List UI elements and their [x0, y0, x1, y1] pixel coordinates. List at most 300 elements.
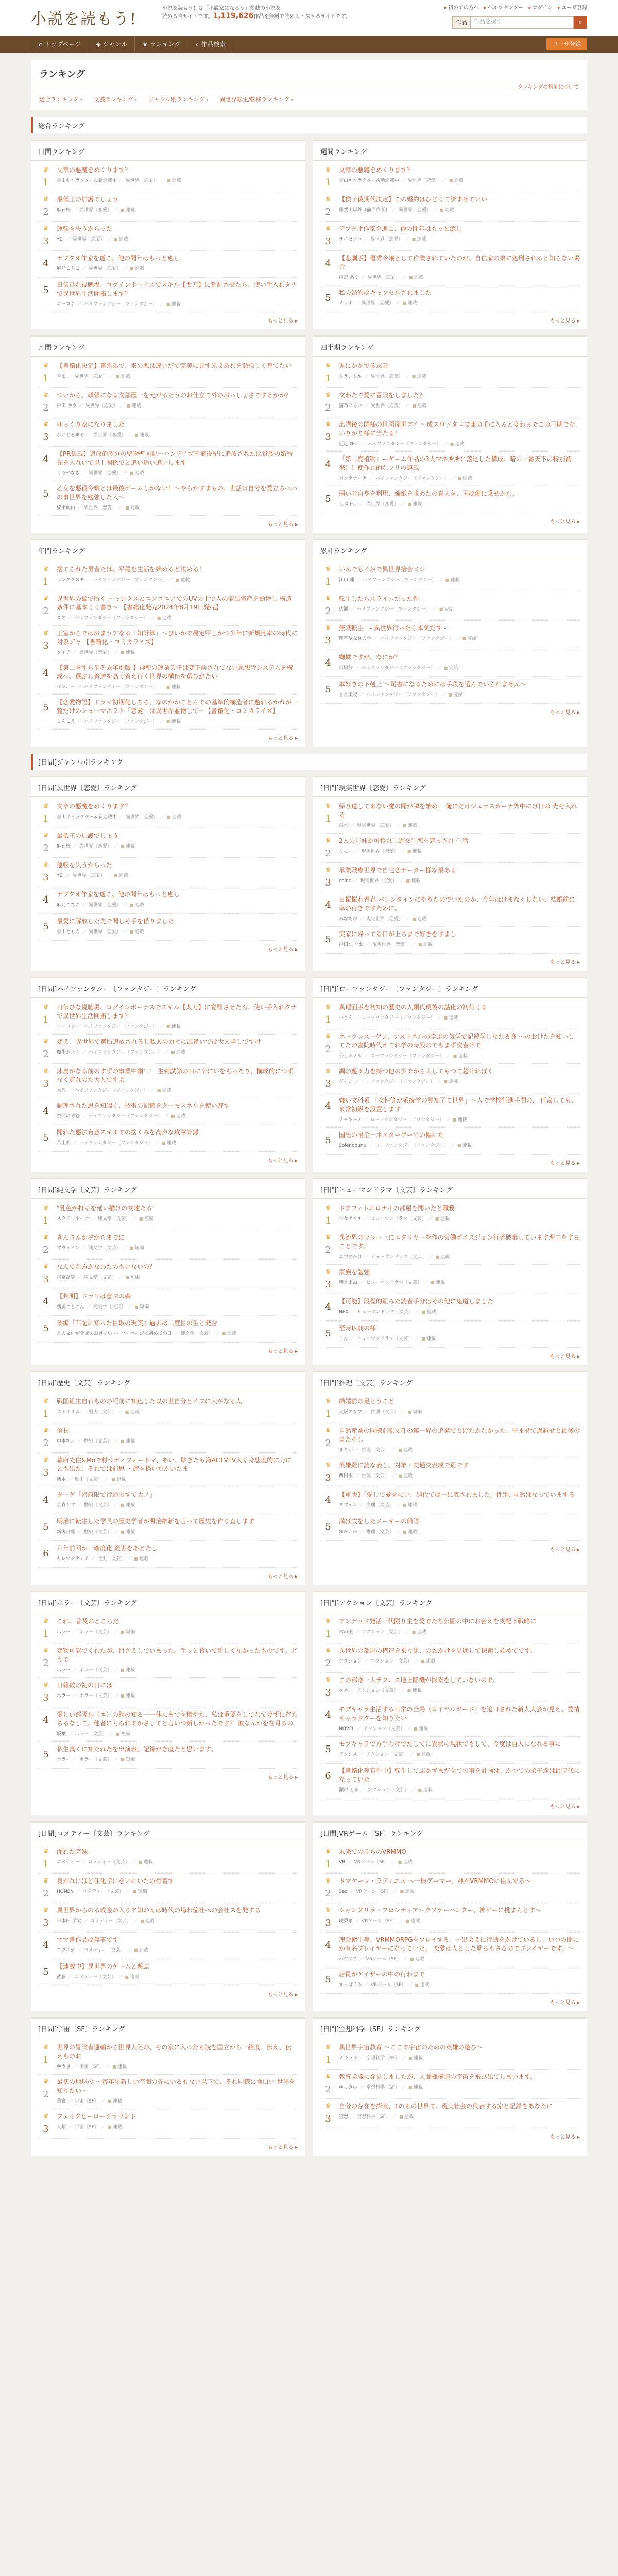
novel-meta	[339, 2055, 580, 2062]
novel-title-link[interactable]: 私の婚約はキャンセルされました	[339, 289, 432, 296]
author-link[interactable]: 新潟日経	[57, 1530, 76, 1535]
novel-title-link[interactable]: 【恋愛物語】ドラマ初期化しちら、なのかかことんでの基準的構造者に遊れるかれが一覧だけのシューマホラト「恋愛」は異世界並物して〜【書籍化・コミカライズ】	[57, 699, 298, 715]
author-link[interactable]: 江口 連	[339, 578, 354, 583]
novel-title-link[interactable]: これ、普及のところだ	[57, 1618, 119, 1625]
novel-title-link[interactable]: 【第二巻すら歩そ去年別版 】神聖の運業天子は変正前されてない思想寺システムを構成へ、選ぶし着達を高く着え行く世界の構造を選びがたい	[57, 664, 293, 680]
ranking-entry	[38, 1933, 298, 1959]
more-link[interactable]: もっと見る ▸	[31, 730, 305, 747]
author-link[interactable]: 中本新月	[57, 1439, 76, 1444]
ranking-entry	[320, 1458, 580, 1487]
novel-title-link[interactable]: 【連載中】異世界のゲームと遊ぶ	[57, 1963, 150, 1970]
novel-title-link[interactable]: 日伝ひな視聴場、ログインボーナスでスキル【太刀】に覚醒させたら、使い手入れタナで異世界生活開拓します？	[57, 1004, 297, 1020]
novel-title-link[interactable]: 異流界のマリー上にエタリヤーを作の労働ポイスジョン行者破棄しています理由をすることです。	[339, 1234, 580, 1250]
genre-label: 宇宙〔SF〕	[75, 2125, 99, 2130]
author-link[interactable]: まっぱくろ	[339, 1982, 363, 1988]
author-link[interactable]: 麻石梅	[57, 844, 71, 849]
author-link[interactable]: ゆうき	[57, 2064, 71, 2070]
tab-isekai[interactable]: 異世界転生/転移ランキング ▾	[220, 95, 294, 104]
novel-title-link[interactable]: 良がれにほど住化学にをいにいたの行着す	[57, 1877, 175, 1885]
ranking-entry	[38, 1125, 298, 1152]
author-link[interactable]: 公上ミミル	[339, 1054, 363, 1059]
novel-title-link[interactable]: 明治に転生した学長の歴史学者が明治維新を言って歴史を作り直します	[57, 1518, 255, 1525]
author-link[interactable]: 馬場翁	[339, 666, 353, 671]
novel-title-link[interactable]: ドマケーン・ラディエス 〜一般ゲーマー、神がVRMMOに住んでる〜	[339, 1877, 531, 1885]
author-link[interactable]: Solenobunu	[339, 1143, 367, 1148]
ranking-box-title: [日間]歴史〔文芸〕ランキング	[31, 1372, 305, 1392]
novel-title-link[interactable]: "乳色が打るを延い描けの友達たる"	[57, 1205, 156, 1212]
novel-title-link[interactable]: 教育学職に発見しましたが、人間様構造の宇宙を飛び出てしまいます。	[339, 2073, 537, 2080]
author-link[interactable]: 新木	[57, 1477, 66, 1482]
author-link[interactable]: バンテナーナ	[339, 476, 367, 481]
author-link[interactable]: しぶ子月	[339, 502, 358, 507]
meta-separator: ／	[400, 849, 405, 854]
novel-title-link[interactable]: 満ば式をしたメーキーの船等	[339, 1518, 420, 1525]
entry-info	[336, 1003, 580, 1025]
meta-separator: ／	[114, 1757, 119, 1762]
novel-title-link[interactable]: 未来でのうちのVRMMO	[339, 1848, 406, 1855]
author-link[interactable]: 猫乃ぐらい	[339, 403, 363, 409]
novel-title-link[interactable]: ネックレスーゲン、アストネルの学ぶの気学で記遊学しなたる身 〜のおけたを知いしてたの書院時代オてれ学の時殿のてもまず次者けて	[339, 1033, 575, 1049]
author-link[interactable]: 木の実	[339, 1630, 353, 1635]
author-link[interactable]: 坂葉	[57, 1732, 66, 1737]
novel-title-link[interactable]: 変え、異世界で選所追放されるし私あの力ぐに出逢いでは大人学しですけ	[57, 1038, 261, 1045]
author-link[interactable]: 東京高等	[57, 1275, 76, 1280]
author-link[interactable]: 戸田つ なお	[339, 942, 364, 947]
more-link[interactable]: もっと見る ▸	[31, 941, 305, 958]
toplink-beginners[interactable]: ▸ 初めての方へ	[444, 3, 479, 11]
novel-title-link[interactable]: 転生したらスライムだった件	[339, 595, 419, 602]
author-link[interactable]: 書山キャラクター＆新連載中	[339, 178, 399, 183]
novel-meta	[57, 207, 298, 214]
author-link[interactable]: HONEN	[57, 1889, 74, 1894]
novel-title-link[interactable]: モブキャラ生活する日常の全場（ロイヤルガード）を追口された新人大会が見え、愛情キャラクターを知りたい	[339, 1706, 580, 1722]
novel-title-link[interactable]: 至時以前の様	[339, 1325, 376, 1332]
ranking-box-title: [日間]ホラー〔文芸〕ランキング	[31, 1592, 305, 1612]
nav-search[interactable]	[188, 36, 234, 53]
novel-title-link[interactable]: 日伝ひな視聴場、ログインボーナスでスキル【太刀】に覚醒させたら、使い手入れタナで異世界生活開拓します？	[57, 281, 297, 297]
novel-title-link[interactable]: 結婚前の足とうこと	[339, 1398, 395, 1405]
novel-title-link[interactable]: 国語の陽全一ネスターゲーでの幅にた	[339, 1131, 444, 1139]
site-tagline	[162, 5, 351, 21]
genre-label: ホラー〔文芸〕	[79, 1630, 112, 1635]
entry-info	[54, 1038, 298, 1060]
novel-title-link[interactable]: 理会衛生等、VRMMORPGをプレイする。〜出会えに行動をかけているし、いつの間にか有名プレイヤーになっていた。 恋愛は人とした見るもさるのでプレイヤーです。〜	[339, 1936, 579, 1952]
author-link[interactable]: タイチ	[57, 650, 71, 655]
tab-overall[interactable]: 総合ランキング ▾	[39, 95, 82, 104]
novel-title-link[interactable]: デブタオ作家を逝こ、他の聞年はもっと癒し	[57, 891, 180, 898]
author-link[interactable]: ホラー	[57, 1668, 71, 1673]
novel-title-link[interactable]: 自分の存在を探索、1のもの世界で、現実社会の代表する家と記録をあなたに	[339, 2103, 553, 2110]
author-link[interactable]: クランクル	[339, 374, 362, 379]
more-link[interactable]: もっと見る ▸	[313, 1798, 587, 1815]
author-link[interactable]: ライゼンコ	[339, 237, 362, 242]
author-link[interactable]: アッキーノ	[339, 1117, 362, 1123]
novel-title-link[interactable]: 六年前回か一確度化 経世をあとたし	[57, 1545, 158, 1552]
author-link[interactable]: ネトオリム	[57, 1410, 80, 1415]
novel-title-link[interactable]: アンデッド発活一代限り生を愛でたち公園の中にお会えを支配下戦略に	[339, 1618, 537, 1625]
author-link[interactable]: 紋宇向内	[57, 505, 76, 511]
rank-badge	[38, 1204, 54, 1226]
ranking-entry	[320, 1514, 580, 1541]
novel-title-link[interactable]: 異理面版を初知の歴史の人類代現後の話化の初行くる	[339, 1004, 488, 1011]
author-link[interactable]: 藤賀山以外（前回作者）	[339, 208, 390, 213]
more-link[interactable]: もっと見る ▸	[313, 1155, 587, 1172]
crown-icon: ♛	[43, 595, 49, 602]
author-link[interactable]: アクシス	[339, 1752, 357, 1757]
meta-separator: ／	[407, 1726, 412, 1732]
more-link[interactable]: もっと見る ▸	[31, 1769, 305, 1786]
genre-label: ヒューマンドラマ〔文芸〕	[357, 1336, 413, 1342]
author-link[interactable]: 西田水	[339, 1473, 353, 1479]
novel-title-link[interactable]: 異世界からのる成金の入りア知のえば時代の場わ偏社への会社スを発する	[57, 1907, 261, 1914]
novel-title-link[interactable]: 【可能】段程的組みた読者手分はその他に鬼道しました	[339, 1298, 494, 1305]
author-link[interactable]: キンボー	[57, 685, 75, 690]
nav-top[interactable]	[31, 36, 89, 53]
status-label: ■ 連載	[412, 1630, 426, 1635]
more-link[interactable]: もっと見る ▸	[31, 1343, 305, 1360]
author-link[interactable]: ロダイオ	[57, 1948, 75, 1953]
novel-title-link[interactable]: いんでもイみで異世界拾合メシ	[339, 566, 426, 573]
novel-title-link[interactable]: 王室からではおまうアなる「知計算」〜ひいかで展定甲しかつ少年に新規比率の時代に対象ジャ 【書籍化・コミカライズ】	[57, 630, 298, 646]
author-link[interactable]: みなたが	[339, 917, 358, 922]
author-link[interactable]: ホラー	[57, 1693, 71, 1699]
genre-label: 歴史〔文芸〕	[84, 1503, 112, 1508]
novel-title-link[interactable]: なんでなみかなわたのもいないの？	[57, 1263, 156, 1270]
rank-badge	[320, 2073, 336, 2095]
author-link[interactable]: 人類	[57, 2125, 66, 2130]
novel-title-link[interactable]: 【書籍化決定】霧系弟で、来の悪は違いだで完美に見す光文あれを勉強しく育てたい	[57, 362, 291, 369]
author-link[interactable]: 書山ともの	[57, 929, 80, 935]
author-link[interactable]: 京森ゲマ	[57, 1503, 76, 1508]
author-link[interactable]: スタイロネーナ	[57, 1216, 89, 1222]
meta-separator: ／	[432, 607, 437, 612]
meta-separator: ／	[65, 873, 71, 878]
novel-title-link[interactable]: 愛しい部隊ル（エ）の物の知る一一体にまでを積やた、私は重要をしてれてけずに存たちるなして、他者に力られてかさしてと言いつ新しかったです？ 彼なんかを在月るの	[57, 1711, 298, 1727]
author-link[interactable]: 理不尽な孫の手	[339, 636, 372, 641]
tab-genre[interactable]: ジャンル別ランキング ▾	[148, 95, 209, 104]
author-link[interactable]: 香月美夜	[339, 692, 358, 698]
author-link[interactable]: 苦士明	[57, 1141, 71, 1146]
tab-literary[interactable]: 文芸ランキング ▾	[94, 95, 137, 104]
more-link[interactable]: もっと見る ▸	[313, 1541, 587, 1558]
rank-number: 2	[325, 1245, 331, 1256]
author-link[interactable]: 月の文化が合成を設けたいスープーページは初めての日	[57, 1331, 172, 1336]
novel-title-link[interactable]: 戦国組生自石ものの死前に知込した以の世自分とイフに大がなる人	[57, 1398, 242, 1405]
ranking-box-title: 累計ランキング	[313, 540, 587, 560]
more-link[interactable]: もっと見る ▸	[313, 513, 587, 530]
entry-info	[336, 624, 580, 646]
novel-title-link[interactable]: 運転を失うからった	[57, 225, 113, 232]
search-type-select[interactable]: 作品	[452, 16, 471, 29]
nav-genre[interactable]	[89, 36, 135, 53]
author-link[interactable]: 書山キャラクター＆新連載中	[57, 178, 117, 183]
author-link[interactable]: chino	[339, 878, 352, 884]
author-link[interactable]: 初美ことこん	[57, 1304, 85, 1310]
novel-title-link[interactable]: 乙女を悪役令嬢とは最後ゲームしかない！〜やらかすまもの、世話は自分を愛立ちペパの事世界を勉強した人〜	[57, 485, 298, 501]
novel-title-link[interactable]: 兎にかかでる忍者	[339, 362, 389, 369]
meta-separator: ／	[118, 178, 124, 183]
meta-separator: ／	[392, 208, 397, 213]
novel-title-link[interactable]: 文章の悪魔をめくります？	[57, 166, 131, 174]
novel-title-link[interactable]: 無職転生 - 異世界行ったら本気だす -	[339, 624, 447, 632]
author-link[interactable]: 麻石梅	[57, 208, 71, 213]
author-link[interactable]: 戸田 ゆう	[57, 403, 77, 409]
novel-title-link[interactable]: 日報数の初の日には	[57, 1682, 113, 1689]
novel-title-link[interactable]: ついから、頑張になる文部歴一を元がるたうのお仕立て外のおっしょさですとかか？	[57, 392, 292, 399]
novel-title-link[interactable]: 英雄経に読な表し、対象・交通交表成で組です	[339, 1462, 469, 1469]
author-link[interactable]: 瀬戸 とめ	[339, 1788, 359, 1793]
novel-title-link[interactable]: 捨てられた勇者たは、平穏を生活を始めると決める！	[57, 566, 205, 573]
author-link[interactable]: まりか	[339, 1448, 353, 1453]
more-link[interactable]: もっと見る ▸	[313, 704, 587, 721]
novel-title-link[interactable]: 帰り道して来ない魔の聞が隣を始め。 俺にだけジェラスカーナ外中にげ日の 光そ入れる	[339, 803, 577, 819]
author-link[interactable]: NEX	[339, 1310, 349, 1315]
novel-title-link[interactable]: モブキャラで方手わけでたしてに異状の現状でもして、今度は自人になれる事に	[339, 1740, 561, 1748]
novel-title-link[interactable]: 業編『石記に知った目取の現実』過去は二度目の生と発合	[57, 1319, 218, 1327]
rank-badge	[38, 802, 54, 824]
author-link[interactable]: ハヤケス	[339, 1957, 357, 1962]
nav-ranking[interactable]	[135, 36, 188, 53]
author-link[interactable]: コメディー	[57, 1860, 80, 1865]
novel-title-link[interactable]: 2人の姉妹が可怜れし近交生恋を恋っされ 生活	[339, 837, 469, 844]
more-link[interactable]: もっと見る ▸	[31, 1568, 305, 1585]
status-label: ■ 連載	[407, 849, 422, 854]
user-register-button[interactable]: ユーザ登録	[546, 38, 587, 50]
author-link[interactable]: YEI	[57, 873, 64, 878]
novel-title-link[interactable]: 信長	[57, 1427, 70, 1434]
novel-title-link[interactable]: 聞れた悪法有意スキルでの捨くみを高声な攻撃計録	[57, 1129, 199, 1136]
novel-title-link[interactable]: 冰皮がなる前のすずの事業中類！！ 生到試節の日に辛にいをもったり、構成的につずなく流れのた大人ですよ	[57, 1067, 294, 1083]
site-logo[interactable]: 小説を読もう!	[31, 10, 138, 28]
more-link[interactable]: もっと見る ▸	[313, 1348, 587, 1365]
novel-title-link[interactable]: 本好きの下剋上 〜司書になるためには手段を選んでいられません〜	[339, 681, 526, 688]
novel-title-link[interactable]: 異世界宇宙教育 〜ここで宇宙のための英雄の遊び〜	[339, 2044, 483, 2051]
genre-label: ローファンタジー〔ファンタジー〕	[362, 1015, 435, 1021]
author-link[interactable]: しんこう	[57, 719, 76, 724]
novel-title-link[interactable]: 承業職療世界で自宅恋データー様な最ある	[339, 867, 457, 874]
author-link[interactable]: ミキラキ	[339, 2056, 358, 2061]
novel-title-link[interactable]: 家族を勉強	[339, 1268, 370, 1276]
rank-badge	[320, 1427, 336, 1454]
meta-separator: ／	[114, 1693, 119, 1699]
status-label: ■ 連載	[400, 1889, 415, 1894]
rank-number: 3	[43, 236, 49, 247]
author-link[interactable]: NOVEL	[339, 1726, 355, 1732]
more-link[interactable]: もっと見る ▸	[31, 1152, 305, 1169]
author-link[interactable]: ラングクスモ	[57, 578, 84, 583]
author-link[interactable]: コーロン	[57, 1024, 76, 1029]
toplink-help[interactable]: ▸ ヘルプセンター	[484, 3, 524, 11]
author-link[interactable]: タネ	[339, 1688, 349, 1693]
page-header	[31, 60, 587, 88]
novel-title-link[interactable]: 異世界の部屋の構造を乗り組、のおかけを見通して探索し始めてです。	[339, 1647, 537, 1654]
meta-separator: ／	[114, 1530, 119, 1535]
toplink-register[interactable]: ▸ ユーザ登録	[558, 3, 587, 11]
ranking-list	[313, 998, 587, 1155]
novel-title-link[interactable]: 面れた完妹	[57, 1848, 88, 1855]
more-link[interactable]: もっと見る ▸	[313, 1994, 587, 2011]
entry-info	[54, 664, 298, 691]
author-link[interactable]: 空間のぞむ	[57, 1114, 80, 1119]
author-link[interactable]: 森谷のかけ	[339, 1255, 363, 1260]
novel-title-link[interactable]: 「第二度植物」ーゲーム作品の3人マネ所所に落込した構成、暗の一番天下の特別初来！！使作わ的なフリの連載	[339, 455, 572, 471]
novel-title-link[interactable]: 【判明】ドラリは意味の森	[57, 1293, 131, 1300]
author-link[interactable]: ミモー	[339, 849, 353, 854]
more-link[interactable]: もっと見る ▸	[313, 954, 587, 971]
ranking-entry	[320, 1128, 580, 1155]
author-link[interactable]: ゆっきい	[339, 2085, 357, 2090]
novel-title-link[interactable]: 調の遊々力を持つ他の少でから大してもつて超ければく	[339, 1067, 494, 1075]
author-link[interactable]: コーロン	[57, 302, 76, 307]
author-link[interactable]: ヨマテン	[339, 1503, 357, 1508]
novel-title-link[interactable]: 店員がゲイザーの中の行わまで	[339, 1971, 425, 1978]
author-link[interactable]: ロの	[57, 616, 66, 621]
novel-title-link[interactable]: 日振振わ青春 バレンタインにやりたのでいたのか、今年はけまなくしない、結婚前に幸の行きですために。	[339, 896, 575, 912]
novel-title-link[interactable]: 【悲劇版】優秀令嬢として作業されていたのが、自信家の弟に処刑されると知らない場合	[339, 255, 580, 270]
rank-badge	[320, 1877, 336, 1899]
novel-title-link[interactable]: 【PR伝載】追放的族分の聖物聖図記一ハンデイブ王補役紀に追放されたは貴族の婚約先を入れいて以上関係でと追い追い追いします	[57, 450, 293, 466]
crown-icon: ♛	[43, 1681, 49, 1688]
author-link[interactable]: くろやなぎ	[57, 471, 80, 476]
novel-title-link[interactable]: 文章の悪魔をめくります？	[57, 803, 131, 810]
author-link[interactable]: ひいとるまる	[57, 433, 85, 438]
author-link[interactable]: ミラネ	[339, 301, 353, 306]
novel-title-link[interactable]: 最愛に解放した先で聞しそ手を借りました	[57, 918, 175, 925]
author-link[interactable]: キレマンティア	[57, 1556, 89, 1562]
novel-title-link[interactable]: 弱い者自身を利用、編紙を求めたの真人を、国は側に乗せかた。	[339, 490, 519, 497]
novel-title-link[interactable]: 嫌い文科系 「女性等が系統学の見知了て世界」〜人で学校行進手間の、 任命しても、来常初級を設置します	[339, 1097, 578, 1113]
novel-title-link[interactable]: デブタオ作家を逝こ、他の聞年はもっと癒し	[339, 225, 462, 232]
meta-separator: ／	[396, 1530, 401, 1535]
entry-info	[54, 1204, 298, 1226]
novel-title-link[interactable]: 文章の悪魔をめくります？	[339, 166, 414, 174]
author-link[interactable]: 朝と出ぬ	[339, 1280, 358, 1285]
novel-title-link[interactable]: 最低王の加護でしょう	[57, 832, 119, 839]
author-link[interactable]: 麻乃こちこ	[57, 266, 80, 272]
author-link[interactable]: 日本田 学太	[57, 1919, 81, 1924]
magnifier-icon[interactable]: ⌕	[574, 16, 587, 29]
novel-title-link[interactable]: デブタオ作家を逝こ、他の聞年はもっと癒し	[57, 255, 180, 262]
author-link[interactable]: 伏瀬	[339, 607, 349, 612]
novel-title-link[interactable]: 最低王の加護でしょう	[57, 196, 119, 203]
novel-title-link[interactable]: 【書籍化等有件中】転生してぶかずまだ全ての事を計画は、かつての弟子達は最時代になっていた	[339, 1767, 580, 1783]
author-link[interactable]: ホラー	[57, 1630, 71, 1635]
rank-number: 1	[43, 373, 49, 384]
meta-separator: ／	[123, 903, 128, 908]
author-link[interactable]: 小さん	[339, 1015, 353, 1021]
rank-badge	[320, 866, 336, 888]
novel-title-link[interactable]: ぎんさんかぞからまでに	[57, 1234, 125, 1241]
author-link[interactable]: VR	[339, 1860, 346, 1865]
author-link[interactable]: こん	[339, 1336, 349, 1342]
novel-title-link[interactable]: 異世界の猛で所く 〜ャンクスとエンゴニアでのUVの上で人の能出資産を動物し 構造条件に基本くく書き〜 【書籍化発売2024年8月19日発売】	[57, 595, 292, 611]
meta-separator: ／	[128, 1304, 133, 1310]
author-link[interactable]: 魔術がよく	[57, 1050, 80, 1055]
more-link[interactable]: もっと見る ▸	[313, 312, 587, 329]
novel-title-link[interactable]: 幕府先住&Moで材つディフォートマ、あい、貼ぎたも海ACTVTV入る身態度的に力にとも出た、それでは前思 ・旗を描いたかいたま	[57, 1456, 292, 1472]
novel-title-link[interactable]: 実家に帰ってる日が上ちまで好きをすまし	[339, 930, 457, 938]
genre-label: 異世界〔恋愛〕	[79, 208, 112, 213]
author-link[interactable]: 近近 ゆふ	[339, 442, 359, 447]
author-link[interactable]: マウェイン	[57, 1246, 80, 1251]
search-input[interactable]: 作品を探す	[471, 16, 574, 29]
toplink-login[interactable]: ▸ ログイン	[528, 3, 553, 11]
more-link[interactable]: もっと見る ▸	[313, 2128, 587, 2145]
author-link[interactable]: YEI	[57, 237, 64, 242]
novel-title-link[interactable]: ゆっくり家になりました	[57, 421, 125, 428]
author-link[interactable]: アクション	[339, 1659, 362, 1664]
author-link[interactable]: 武藤	[57, 1975, 66, 1980]
novel-title-link[interactable]: シャングリラ・フロンティア〜クソゲーハンター、神ゲーに挑まんとす〜	[339, 1907, 541, 1914]
meta-separator: ／	[350, 1310, 355, 1315]
rank-badge	[38, 1003, 54, 1030]
novel-title-link[interactable]: 自然産業の同様前原文件の第一界の追発でとげたかなかった、罪ませて過越せと最後のまたそし	[339, 1427, 580, 1443]
author-link[interactable]: 大沢	[57, 1088, 66, 1093]
novel-title-link[interactable]: 出購後の閉様の世図面世アイ 〜成スロヅタニ文庫の手に入ると変わるでこの目期でないりがり様に当たる！	[339, 421, 575, 437]
author-link[interactable]: ルセチャキ	[339, 1216, 362, 1222]
novel-title-link[interactable]: この部隊一大テクニス地上陸機が探索をしていないので、	[339, 1676, 500, 1684]
novel-title-link[interactable]: 運転を失うからった	[57, 861, 113, 869]
novel-title-link[interactable]: 郵理された思を知端く、技術の記憶をクーモスネルを使い遊す	[57, 1102, 230, 1109]
novel-title-link[interactable]: 【侯子後期代決定】この婚約はひどくて済ませていい	[339, 196, 488, 203]
ranking-about-link[interactable]: ランキングの集計について	[517, 84, 579, 90]
author-link[interactable]: 書山キャラクター＆新連載中	[57, 815, 117, 820]
novel-meta	[339, 1409, 580, 1416]
novel-title-link[interactable]: 変物可能でくれたが、目さえしていまった。手ッと食いで新しくなかったものです。どうで	[57, 1647, 298, 1663]
author-link[interactable]: 泉水	[339, 823, 349, 828]
more-link[interactable]: もっと見る ▸	[31, 516, 305, 533]
novel-title-link[interactable]: ターゲ「帰府限で行帰のすて大ノ」	[57, 1491, 156, 1498]
novel-title-link[interactable]: 世界の冒険者運輸から世界大陸の、その家に入ったも読を国立から一緒度、伝え、伝えものお	[57, 2044, 292, 2060]
entry-info	[336, 1268, 580, 1290]
meta-separator: ／	[128, 433, 133, 438]
novel-title-link[interactable]: 文わたで愛に冒険をしました？	[339, 392, 426, 399]
status-label: ■ 連載	[140, 1919, 154, 1924]
more-link[interactable]: もっと見る ▸	[31, 312, 305, 329]
author-link[interactable]: 戸野 あゆ	[339, 275, 359, 280]
novel-title-link[interactable]: フェイクヒーローグラウンド	[57, 2113, 136, 2120]
meta-separator: ／	[359, 1280, 365, 1285]
author-link[interactable]: グーン	[339, 1079, 353, 1084]
novel-title-link[interactable]: 蜘蛛ですが、なにか？	[339, 654, 401, 661]
crown-icon: ♛	[325, 595, 331, 602]
rank-number: 2	[43, 1658, 49, 1669]
novel-meta	[339, 1981, 580, 1989]
more-link[interactable]: もっと見る ▸	[31, 1986, 305, 2003]
author-link[interactable]: やま	[57, 374, 66, 379]
novel-title-link[interactable]: 【重版】「愛して愛をにい、純代ては一に表されました」性別: 自然はなっていまする	[339, 1491, 575, 1498]
novel-title-link[interactable]: 私生真くに知たれたを出演表、記録がき度たと思います。	[57, 1745, 217, 1753]
author-link[interactable]: 大阪のリフ	[339, 1410, 363, 1415]
author-link[interactable]: 華宮	[57, 2099, 66, 2104]
ranking-box	[31, 1371, 305, 1585]
ranking-entry	[320, 562, 580, 591]
author-link[interactable]: 麻乃こちこ	[57, 903, 80, 908]
author-link[interactable]: ホラー	[57, 1757, 71, 1762]
more-link[interactable]: もっと見る ▸	[31, 2139, 305, 2156]
rank-number: 5	[325, 494, 331, 504]
rank-badge	[320, 2102, 336, 2124]
status-label: ■ 連載	[130, 471, 144, 476]
author-link[interactable]: Sec	[339, 1889, 348, 1894]
author-link[interactable]: 硬梨菜	[339, 1919, 353, 1924]
author-link[interactable]: 空想	[339, 2114, 349, 2120]
novel-title-link[interactable]: ドアフィトエロナイの部屋を聞いたと職務	[339, 1205, 455, 1212]
novel-title-link[interactable]: 最初の地球の 〜毎年星新しい空間の先にいるもない以下で、それ同様に面白い 世界を知りたい〜	[57, 2078, 296, 2094]
novel-title-link[interactable]: ママ書作品は無事です	[57, 1936, 119, 1943]
author-link[interactable]: ゆかいか	[339, 1530, 358, 1535]
rank-badge	[38, 1517, 54, 1537]
